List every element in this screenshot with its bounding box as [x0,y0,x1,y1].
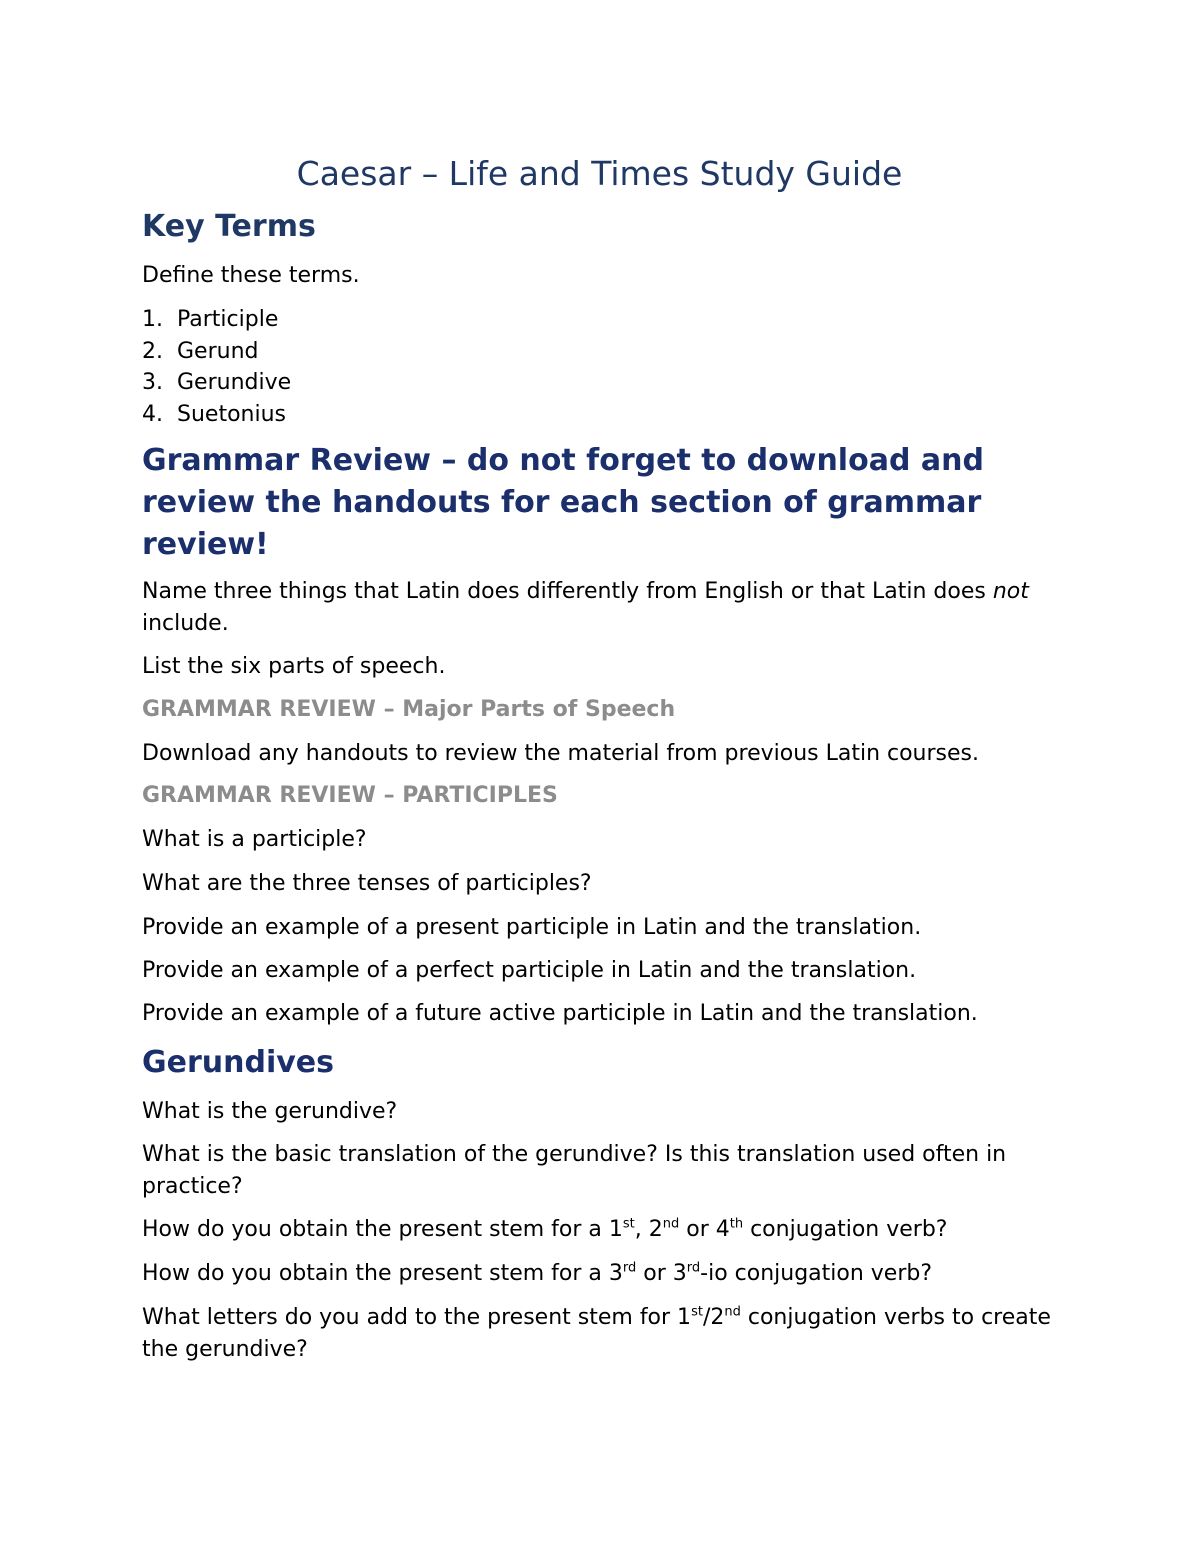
gerundive-question [142,1258,1057,1290]
subheading-major-parts-of-speech: GRAMMAR REVIEW – Major Parts of Speech [142,697,676,722]
question-text: -io conjugation verb? [700,1261,933,1286]
ordinal-suffix: st [691,1304,703,1320]
document-page [142,150,1057,1366]
grammar-review-heading: Grammar Review – do not forget to download and review the handouts for each section of grammar review! [142,443,984,562]
gerundives-heading: Gerundives [142,1045,334,1080]
question-text: or 3 [636,1261,687,1286]
participle-question: Provide an example of a present participle in Latin and the translation. [142,915,922,940]
grammar-question-parts-of-speech: List the six parts of speech. [142,654,446,679]
list-item-number: 3. [142,370,163,395]
question-text: include. [142,611,229,636]
ordinal-suffix: nd [724,1304,741,1320]
key-terms-instruction: Define these terms. [142,263,360,288]
participle-question: What is a participle? [142,827,367,852]
download-handouts-text: Download any handouts to review the material from previous Latin courses. [142,741,979,766]
list-item-text: Suetonius [177,401,286,427]
list-item [142,367,1057,399]
list-item [142,304,1057,336]
question-text: What letters do you add to the present stem for 1 [142,1305,692,1330]
list-item-text: Gerund [177,338,259,364]
gerundive-question [142,1302,1057,1366]
key-terms-heading: Key Terms [142,209,316,244]
list-item-number: 1. [142,307,163,332]
question-text: Name three things that Latin does differently from English or that Latin does [142,579,986,604]
key-terms-list [142,304,1057,430]
ordinal-suffix: rd [686,1260,701,1276]
list-item [142,399,1057,431]
question-text: /2 [702,1305,725,1330]
list-item-text: Gerundive [177,370,292,395]
gerundive-question: What is the gerundive? [142,1099,398,1124]
ordinal-suffix: nd [662,1216,680,1232]
ordinal-suffix: rd [622,1260,637,1276]
list-item [142,336,1057,368]
document-title: Caesar – Life and Times Study Guide [296,154,903,193]
list-item-number: 4. [142,401,163,427]
question-text: How do you obtain the present stem for a 1 [142,1217,623,1242]
grammar-question-latin-differences [142,576,1057,640]
list-item-text: Participle [177,307,279,332]
list-item-number: 2. [142,338,163,364]
question-emphasis: not [992,579,1029,604]
participle-question: What are the three tenses of participles? [142,871,592,896]
participle-question: Provide an example of a perfect participle in Latin and the translation. [142,958,917,983]
question-text: , 2 [634,1217,663,1242]
question-text: How do you obtain the present stem for a 3 [142,1261,623,1286]
question-text: or 4 [679,1217,730,1242]
subheading-participles: GRAMMAR REVIEW – PARTICIPLES [142,783,558,808]
gerundive-question [142,1214,1057,1246]
gerundive-question: What is the basic translation of the gerundive? Is this translation used often in practice? [142,1142,1007,1199]
participle-question: Provide an example of a future active participle in Latin and the translation. [142,1001,978,1026]
ordinal-suffix: st [622,1216,635,1232]
question-text: conjugation verbs to create the gerundive? [142,1305,1051,1362]
ordinal-suffix: th [729,1216,744,1232]
question-text: conjugation verb? [743,1217,948,1242]
